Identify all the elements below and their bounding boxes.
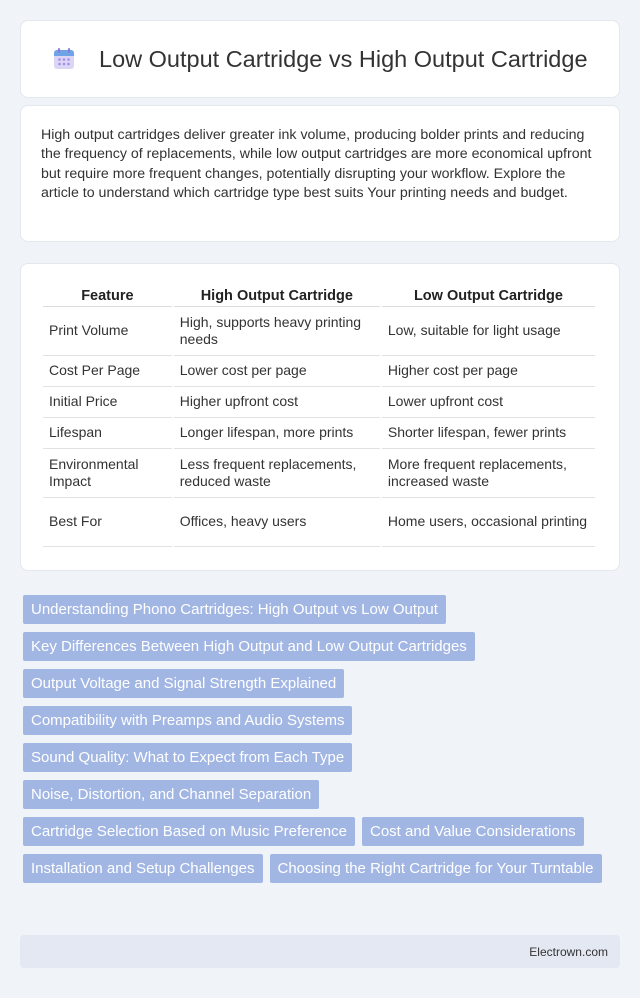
table-header-row <box>43 284 595 307</box>
table-row <box>43 356 595 387</box>
topic-tag[interactable]: Output Voltage and Signal Strength Explained <box>23 669 344 698</box>
topic-tag[interactable]: Key Differences Between High Output and Low Output Cartridges <box>23 632 475 661</box>
table-cell: Best For <box>43 498 172 547</box>
table-row <box>43 307 595 356</box>
topic-tag[interactable]: Understanding Phono Cartridges: High Output vs Low Output <box>23 595 446 624</box>
topic-tag[interactable]: Sound Quality: What to Expect from Each Type <box>23 743 352 772</box>
table-cell: Print Volume <box>43 307 172 356</box>
table-row <box>43 449 595 498</box>
table-cell: Longer lifespan, more prints <box>174 418 380 449</box>
footer-site-name: Electrown.com <box>529 944 608 959</box>
column-header: High Output Cartridge <box>174 284 380 307</box>
table-cell: Higher upfront cost <box>174 387 380 418</box>
column-header: Low Output Cartridge <box>382 284 595 307</box>
table-cell: Shorter lifespan, fewer prints <box>382 418 595 449</box>
table-cell: Environmental Impact <box>43 449 172 498</box>
table-cell: Lower cost per page <box>174 356 380 387</box>
table-cell: More frequent replacements, increased waste <box>382 449 595 498</box>
table-cell: High, supports heavy printing needs <box>174 307 380 356</box>
intro-text: High output cartridges deliver greater ink volume, producing bolder prints and reducing the frequency of replacements, while low output cartridges are more economical upfront but require more frequent changes, potentially disrupting your workflow. Explore the article to understand which cartridge type best suits Your printing needs and budget. <box>41 127 592 202</box>
topic-tags <box>23 595 623 883</box>
table-row <box>43 418 595 449</box>
table-cell: Cost Per Page <box>43 356 172 387</box>
table-cell: Offices, heavy users <box>174 498 380 547</box>
topic-tag[interactable]: Cartridge Selection Based on Music Preference <box>23 817 355 846</box>
table-cell: Less frequent replacements, reduced waste <box>174 449 380 498</box>
table-row <box>43 387 595 418</box>
table-cell: Home users, occasional printing <box>382 498 595 547</box>
comparison-table-card <box>20 263 620 571</box>
table-cell: Higher cost per page <box>382 356 595 387</box>
calendar-icon <box>51 46 77 72</box>
table-cell: Lower upfront cost <box>382 387 595 418</box>
table-row <box>43 498 595 547</box>
table-cell: Initial Price <box>43 387 172 418</box>
comparison-table <box>41 284 597 547</box>
topic-tag[interactable]: Installation and Setup Challenges <box>23 854 263 883</box>
topic-tag[interactable]: Noise, Distortion, and Channel Separation <box>23 780 319 809</box>
footer <box>20 935 620 968</box>
table-cell: Lifespan <box>43 418 172 449</box>
topic-tag[interactable]: Choosing the Right Cartridge for Your Turntable <box>270 854 602 883</box>
intro-card <box>20 105 620 242</box>
header-card <box>20 20 620 98</box>
topic-tag[interactable]: Cost and Value Considerations <box>362 817 584 846</box>
column-header: Feature <box>43 284 172 307</box>
topic-tag[interactable]: Compatibility with Preamps and Audio Systems <box>23 706 352 735</box>
table-cell: Low, suitable for light usage <box>382 307 595 356</box>
page-title: Low Output Cartridge vs High Output Cartridge <box>99 45 588 72</box>
